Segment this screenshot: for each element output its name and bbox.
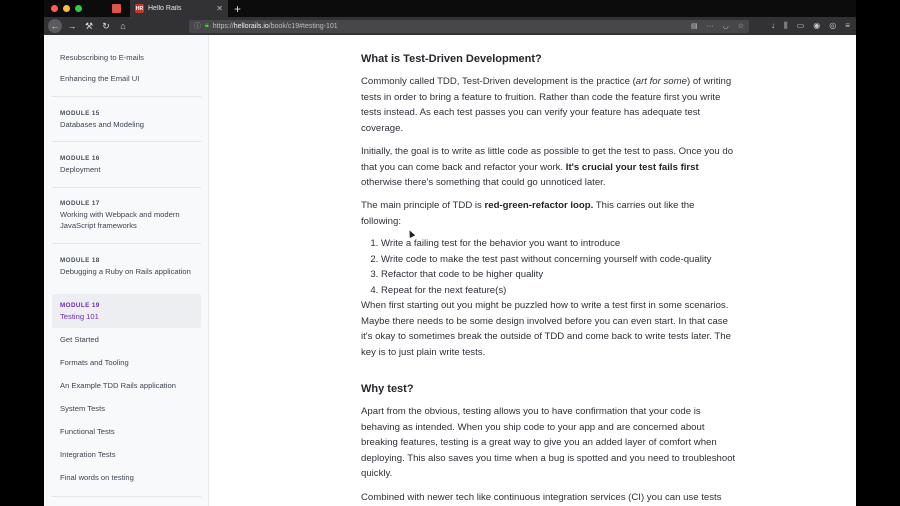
module-title: Debugging a Ruby on Rails application	[60, 267, 191, 276]
browser-window	[44, 0, 856, 506]
pinned-tab-icon	[112, 4, 121, 13]
downloads-icon[interactable]: ↓	[771, 21, 775, 30]
sidebar-lesson[interactable]: System Tests	[60, 404, 106, 413]
paragraph-getting-started: When first starting out you might be puzzled how to write a test first in some scenarios. Maybe there needs to be some design involved before you can even start. In that case it's okay to sometimes break the outside of TDD and come back to write tests later. The key is to just plain write tests.	[361, 300, 731, 358]
module-label: MODULE 18	[60, 257, 100, 264]
menu-icon[interactable]: ≡	[845, 21, 850, 30]
module-title: Databases and Modeling	[60, 120, 145, 129]
paragraph-goal: Initially, the goal is to write as little code as possible to get the test to pass. Once you do that you can come back and refactor your work. It's crucial your test fails first otherwise there's something that could go unnoticed later.	[361, 146, 734, 188]
maximize-window-button[interactable]	[75, 5, 82, 12]
sidebar-lesson-resubscribing[interactable]: Resubscribing to E-mails	[60, 53, 144, 62]
module-label: MODULE 17	[60, 200, 100, 207]
divider	[52, 141, 201, 142]
list-item: 3. Refactor that code to be higher quality	[381, 267, 751, 283]
sidebar-lesson[interactable]: Formats and Tooling	[60, 358, 129, 367]
reader-view-icon[interactable]: ▤	[690, 23, 698, 30]
sidebar-lesson[interactable]: Final words on testing	[60, 473, 134, 482]
sidebar-toggle-icon[interactable]: ▭	[796, 21, 805, 30]
course-sidebar	[44, 35, 209, 506]
back-button[interactable]: ←	[48, 19, 62, 33]
heading-why-test: Why test?	[361, 383, 414, 395]
module-title: Deployment	[60, 165, 101, 174]
library-icon[interactable]: ⫼	[784, 21, 788, 30]
bookmark-star-icon[interactable]: ☆	[737, 23, 744, 30]
sidebar-lesson[interactable]: An Example TDD Rails application	[60, 381, 176, 390]
extension-icon[interactable]: ◎	[829, 21, 837, 30]
toolbar-right-tools	[771, 21, 850, 31]
new-tab-button[interactable]: +	[234, 1, 242, 16]
divider	[52, 96, 201, 97]
close-tab-icon[interactable]: ✕	[216, 4, 223, 13]
pinned-tab[interactable]	[104, 0, 128, 17]
minimize-window-button[interactable]	[63, 5, 70, 12]
home-button[interactable]: ⌂	[120, 21, 126, 31]
sidebar-lesson[interactable]: Get Started	[60, 335, 99, 344]
pocket-icon[interactable]: ◡	[722, 23, 729, 30]
forward-button[interactable]: →	[67, 21, 77, 31]
sidebar-lesson[interactable]: Functional Tests	[60, 427, 115, 436]
sidebar-lesson-email-ui[interactable]: Enhancing the Email UI	[60, 74, 140, 83]
tab-hello-rails[interactable]	[130, 0, 228, 17]
module-title: Testing 101	[60, 312, 99, 321]
heading-what-is-tdd: What is Test-Driven Development?	[361, 53, 542, 65]
customize-icon[interactable]: ⚒	[84, 20, 94, 31]
paragraph-intro: Commonly called TDD, Test-Driven development is the practice (art for some) of writing tests in order to bring a feature to fruition. Rather than code the feature first you write tests instead. As each test passes you can verify your feature has adequate test coverage.	[361, 76, 732, 134]
paragraph-ci: Combined with newer tech like continuous integration services (CI) you can use tests	[361, 492, 722, 503]
module-title: Working with Webpack and modern JavaScript frameworks	[60, 210, 180, 230]
reload-button[interactable]: ↻	[102, 20, 110, 31]
sidebar-lesson[interactable]: Integration Tests	[60, 450, 116, 459]
paragraph-principle: The main principle of TDD is red-green-refactor loop. This carries out like the following:	[361, 200, 695, 227]
divider	[52, 496, 201, 497]
list-item: 4. Repeat for the next feature(s)	[381, 283, 751, 299]
close-window-button[interactable]	[51, 5, 58, 12]
divider	[52, 187, 201, 188]
browser-toolbar	[44, 17, 856, 35]
module-label: MODULE 15	[60, 110, 100, 117]
page-actions-icon[interactable]: ···	[706, 22, 714, 30]
paragraph-why-test: Apart from the obvious, testing allows you to have confirmation that your code is behaving as intended. When you ship code to your app and are concerned about breaking features, testing is a great way to give you an added layer of comfort when deploying. This also saves you time when a bug is spotted and you need to troubleshoot quickly.	[361, 406, 736, 479]
module-label: MODULE 19	[60, 302, 100, 309]
hello-rails-favicon-icon: HR	[135, 5, 144, 12]
info-icon[interactable]: ⓘ	[194, 23, 201, 30]
address-bar[interactable]	[189, 20, 749, 33]
url-text[interactable]: https://hellorails.io/book/c19#testing-101	[212, 22, 338, 30]
window-controls	[51, 5, 82, 12]
tab-strip	[44, 0, 856, 17]
list-item: 2. Write code to make the test past without concerning yourself with code-quality	[381, 252, 751, 268]
tdd-steps-list	[371, 236, 751, 298]
tab-title: Hello Rails	[148, 5, 182, 12]
page	[44, 35, 856, 506]
account-icon[interactable]: ◉	[813, 21, 821, 30]
list-item: 1. Write a failing test for the behavior you want to introduce	[381, 236, 751, 252]
module-label: MODULE 16	[60, 155, 100, 162]
divider	[52, 243, 201, 244]
lock-icon[interactable]: 🔒︎	[205, 22, 209, 29]
